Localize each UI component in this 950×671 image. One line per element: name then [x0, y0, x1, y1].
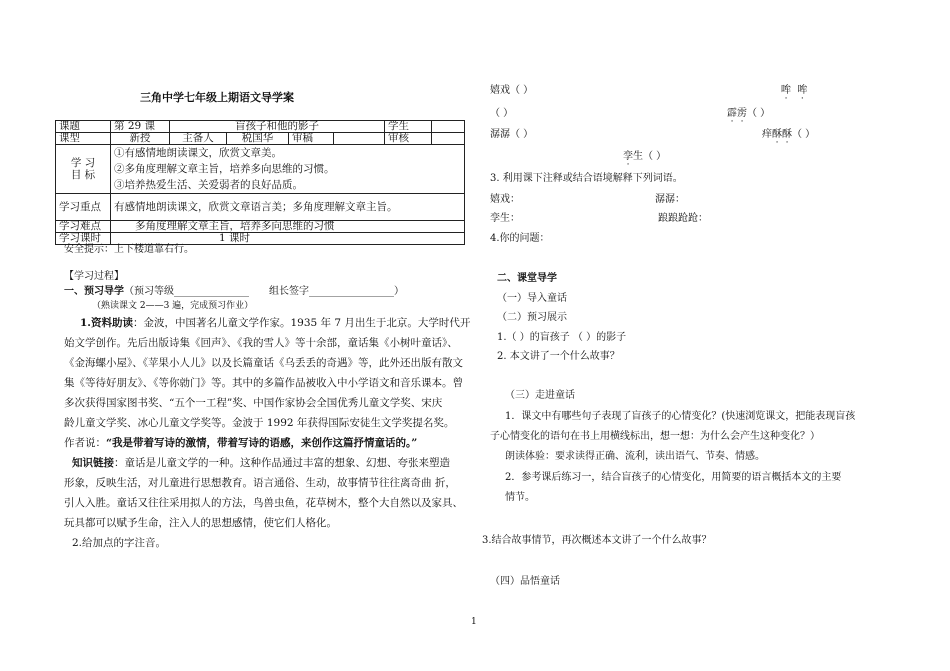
- cell-lesson-number: 第 29 课: [111, 121, 170, 133]
- char: 雳: [737, 108, 747, 119]
- cell-label-key: 学习重点: [56, 194, 111, 221]
- char: 酥: [772, 129, 782, 140]
- pinyin-question: 2.给加点的字注音。: [72, 537, 167, 549]
- cell-label-review: 审稿: [289, 133, 334, 145]
- cell-student-value: [432, 121, 465, 133]
- lesson-info-table: [55, 120, 465, 245]
- cell-difficulty: 多角度理解文章主旨，培养多向思维的习惯: [111, 221, 465, 233]
- goal-item: ①有感情地朗读课文，欣赏文章美。: [114, 147, 282, 159]
- pinyin-blank: （ ）: [490, 108, 514, 119]
- cell-key: 有感情地朗读课文，欣赏文章语言美；多角度理解文章主旨。: [111, 194, 465, 221]
- knowledge-line: 形象，反映生活，对儿童进行思想教育。语言通俗、生动，故事情节往往离奇曲 折，: [64, 477, 456, 489]
- dot-mark: ·: [626, 160, 630, 170]
- enter-q1-line1: 1．课文中有哪些句子表现了盲孩子的心情变化？(快速浏览课文，把能表现盲孩: [505, 411, 856, 422]
- cell-type-value: 新授: [111, 133, 170, 145]
- dot-mark: ·: [785, 138, 789, 148]
- page-number: 1: [471, 617, 477, 627]
- pinyin-moumou: [781, 84, 808, 104]
- dot-mark: ·: [784, 94, 788, 104]
- intro-line: 多次获得国家图书奖、“五个一工程”奖、中国作家协会全国优秀儿童文学奖、宋庆: [64, 397, 443, 409]
- intro-line: 集《等待好朋友》、《等你勍门》等。其中的多篇作品被收入中小学语文和音乐课本。曾: [64, 377, 463, 389]
- cell-label-audit: 审核: [385, 133, 432, 145]
- pinyin-pili: [727, 107, 771, 127]
- dot-mark: ·: [775, 138, 779, 148]
- char: 痒: [762, 129, 772, 140]
- char: 孪: [623, 151, 633, 162]
- process-heading: 【学习过程】: [64, 271, 124, 282]
- cell-label-student: 学生: [385, 121, 432, 133]
- knowledge-line: ：童话是儿童文学的一种。这种作品通过丰富的想象、幻想、夸张来塑造: [114, 457, 450, 469]
- knowledge-label: 知识链接: [72, 457, 114, 469]
- cell-preparer-value: 税国华: [227, 133, 289, 145]
- cell-label-difficulty: 学习难点: [56, 221, 111, 233]
- intro-line: 龄儿童文学奖、冰心儿童文学奖等。金波于 1992 年获得国际安徒生文学奖提名奖。: [64, 417, 455, 429]
- vocab-luansheng: 孪生：: [490, 213, 520, 224]
- char: 酥: [782, 129, 792, 140]
- preview-line: [64, 285, 404, 298]
- char: 哞: [797, 85, 808, 96]
- cell-label-preparer: 主备人: [170, 133, 227, 145]
- safety-note: 安全提示：上下楼道靠右行。: [64, 244, 194, 255]
- intro-line: 《金海螺小屋》、《苹果小人儿》以及长篇童话《乌丢丢的奇遇》等，此外还出版有散文: [64, 357, 463, 369]
- intro-line: 始文学创作。先后出版诗集《回声》、《我的雪人》等十余部，童话集《小树叶童话》、: [64, 337, 458, 349]
- enter-q2-line2: 情节。: [505, 492, 535, 503]
- sub-preview: （二）预习展示: [497, 312, 567, 323]
- pinyin-chanchan: 潺潺（ ）: [490, 129, 534, 140]
- author-says-label: 作者说：: [64, 437, 106, 449]
- your-question: 4.你的问题：: [490, 233, 550, 244]
- page-title: 三角中学七年级上期语文导学案: [140, 91, 294, 104]
- preview-note: （熟读课文 2——3 遍，完成预习作业）: [92, 301, 254, 311]
- cell-label-goals: 学 习 目 标: [56, 145, 111, 194]
- char: 霹: [727, 108, 737, 119]
- enter-q3: 3.结合故事情节，再次概述本文讲了一个什么故事？: [482, 535, 712, 546]
- section-classroom: 二、课堂导学: [497, 273, 557, 284]
- enter-q1-line2: 子心情变化的语句在书上用横线标出，想一想：为什么会产生这种变化？）: [490, 431, 820, 442]
- vocab-liangqiang: 踉踉跄跄：: [658, 213, 708, 224]
- sub-enter: （三）走进童话: [505, 390, 575, 401]
- preview-fill: 1.（ ）的盲孩子 （ ）的影子: [497, 332, 627, 343]
- pinyin-xixi: 嬉戏（ ）: [490, 85, 534, 96]
- enter-reading: 朗读体验：要求读得正确、流利，读出语气、节奏、情感。: [505, 451, 765, 462]
- blank: （ ）: [747, 108, 771, 119]
- preview-level: （预习等级_______________ 组长签字_________________）: [124, 286, 404, 297]
- vocab-chanchan: 潺潺：: [655, 194, 685, 205]
- author-intro: [64, 313, 474, 553]
- cell-label-time: 学习课时: [56, 233, 111, 245]
- vocab-question: 3. 利用课下注释或结合语境解释下列词语。: [490, 173, 683, 184]
- intro-line: ：金波，中国著名儿童文学作家。1935 年 7 月出生于北京。大学时代开: [132, 317, 471, 329]
- cell-label-topic: 课题: [56, 121, 111, 133]
- knowledge-line: 引人入胜。童话又往往采用拟人的方法，鸟兽虫鱼，花草树木，整个大自然以及家具、: [64, 497, 463, 509]
- dot-mark: ·: [800, 94, 804, 104]
- sub-appreciate: （四）品悟童话: [490, 576, 560, 587]
- cell-lesson-title: 盲孩子和他的影子: [170, 121, 385, 133]
- goal-item: ③培养热爱生活、关爱弱者的良好品质。: [114, 179, 303, 191]
- cell-label-type: 课型: [56, 133, 111, 145]
- dot-mark: ·: [730, 117, 734, 127]
- goal-item: ②多角度理解文章主旨，培养多向思维的习惯。: [114, 163, 335, 175]
- knowledge-line: 玩具都可以赋予生命，注入人的思想感情，使它们人格化。: [64, 517, 337, 529]
- blank: （ ）: [792, 129, 816, 140]
- preview-heading: 一、预习导学: [64, 286, 124, 297]
- preview-story: 2. 本文讲了一个什么故事？: [497, 351, 620, 362]
- sub-intro: （一）导入童话: [497, 293, 567, 304]
- pinyin-yangsusu: [762, 128, 816, 148]
- pinyin-luansheng: [623, 150, 667, 170]
- cell-audit-value: [432, 133, 465, 145]
- cell-goals: [111, 145, 465, 194]
- cell-review-value: [334, 133, 385, 145]
- char: 生（ ）: [633, 151, 667, 162]
- dot-mark: ·: [740, 117, 744, 127]
- char: 哞: [781, 85, 791, 96]
- intro-label: 1.资料助读: [80, 317, 133, 329]
- vocab-xixi: 嬉戏：: [490, 194, 520, 205]
- cell-time: 1 课时: [111, 233, 465, 245]
- author-quote: “我是带着写诗的激情，带着写诗的语感，来创作这篇抒情童话的。”: [106, 437, 418, 449]
- enter-q2-line1: 2．参考课后练习一，结合盲孩子的心情变化，用简要的语言概括本文的主要: [505, 472, 842, 483]
